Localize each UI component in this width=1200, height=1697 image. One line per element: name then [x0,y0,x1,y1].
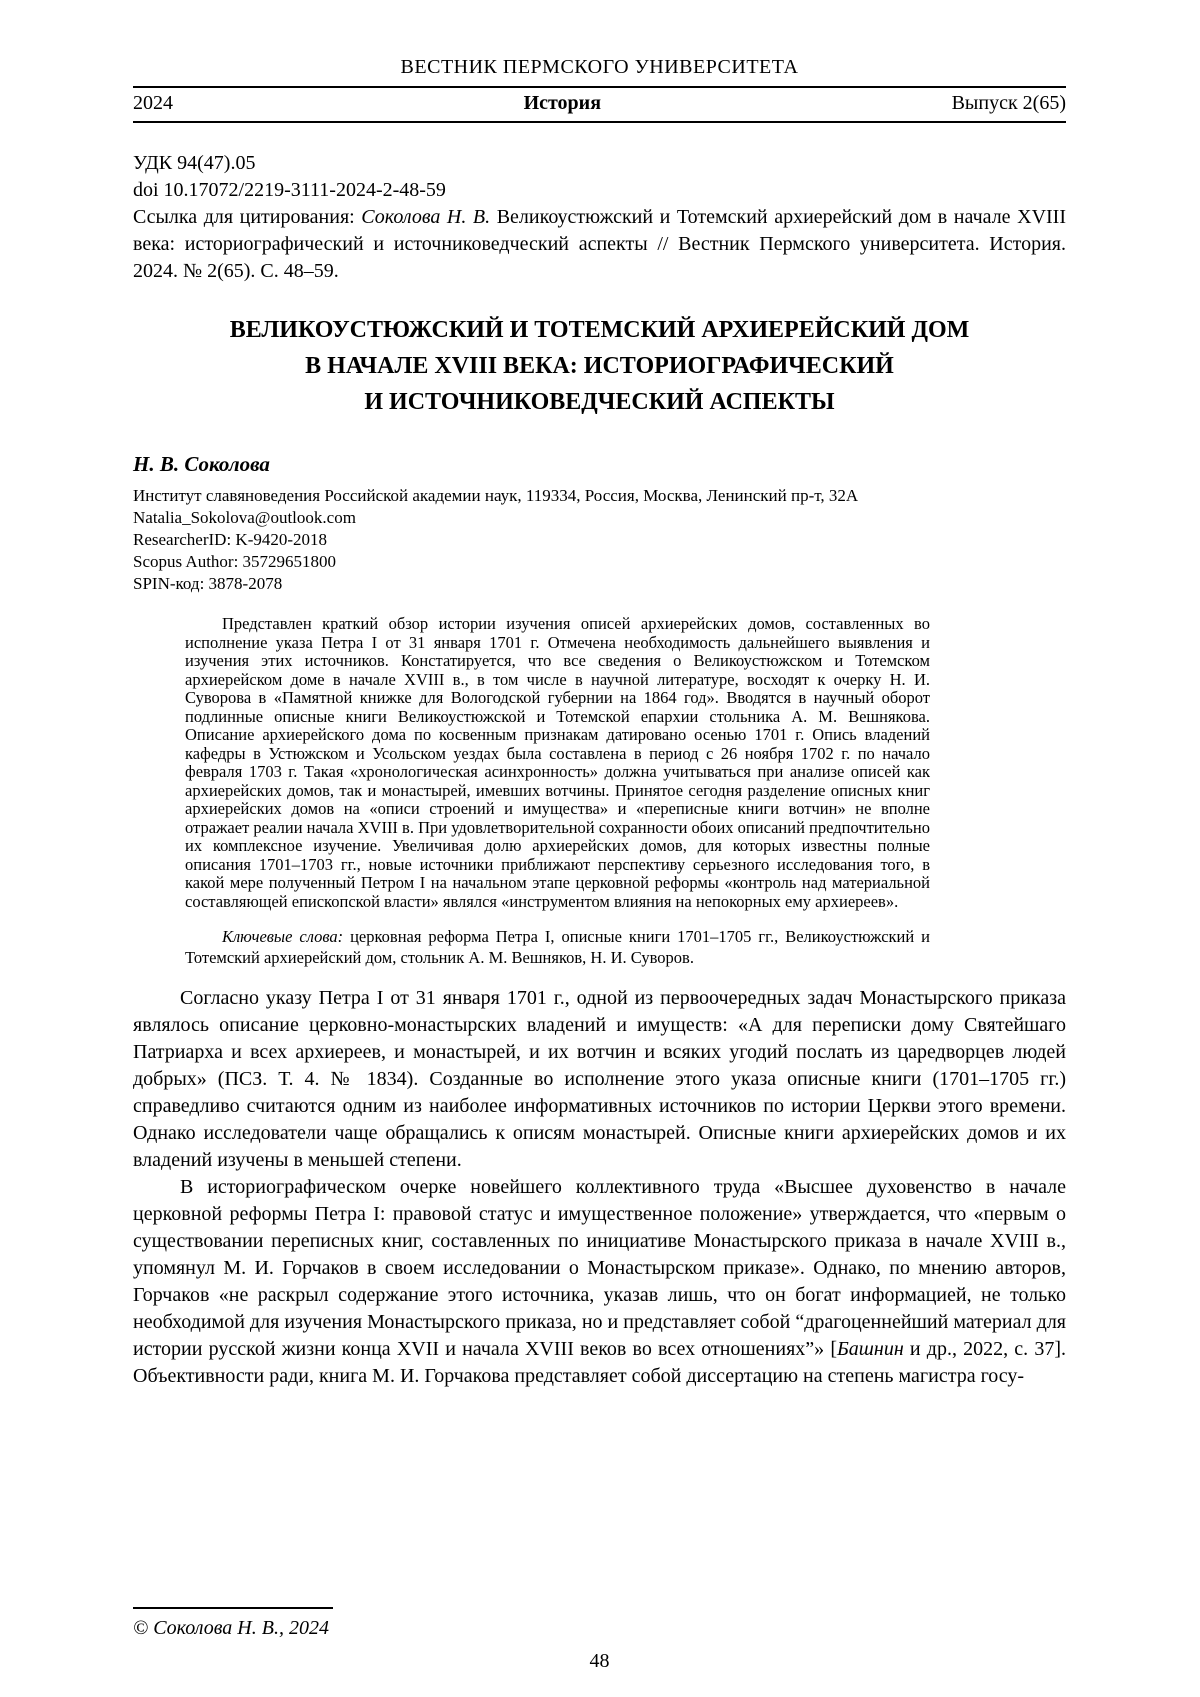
journal-header [133,56,1066,123]
article-title [133,312,1066,420]
page-number: 48 [589,1650,610,1672]
body-paragraph-2-reference-author: Башнин [837,1338,904,1360]
doi-line: doi 10.17072/2219-3111-2024-2-48-59 [133,179,446,201]
page-footer [133,1607,1066,1673]
author-email: Natalia_Sokolova@outlook.com [133,508,356,527]
citation-line [133,204,1066,285]
body-paragraph-2-continuation: и др., 2022, с. 37]. Объективности ради, книга М. И. Горчакова представляет собой диссертацию на степень магистра госу- [133,1338,1066,1387]
researcher-id: ResearcherID: K-9420-2018 [133,530,328,549]
article-title-line-3: И ИСТОЧНИКОВЕДЧЕСКИЙ АСПЕКТЫ [364,389,835,415]
body-paragraph-2 [133,1174,1066,1390]
udk-line: УДК 94(47).05 [133,152,256,174]
footer-rule [133,1607,333,1609]
body-paragraph-1: Согласно указу Петра I от 31 января 1701 г., одной из первоочередных задач Монастырского приказа являлось описание церковно-монастырских владений и имуществ: «А для переписки дому Святейшаго Патриарха и всех архиереев, и монастырей, и их вотчин и всяких угодий послать из царедворцев людей добрых» (ПСЗ. Т. 4. № 1834). Созданные во исполнение этого указа описные книги (1701–1705 гг.) справедливо считаются одним из наиболее информативных источников по истории Церкви этого времени. Однако исследователи чаще обращались к описям монастырей. Описные книги архиерейских домов и их владений изучены в меньшей степени. [133,987,1066,1171]
author-name: Н. В. Соколова [133,452,270,476]
author-affiliation-block [133,485,1066,595]
journal-section: История [523,92,602,114]
copyright-notice: © Соколова Н. В., 2024 [133,1617,329,1639]
citation-text: Великоустюжский и Тотемский архиерейский дом в начале XVIII века: историографический и источниковедческий аспекты // Вестник Пермского университета. История. 2024. № 2(65). С. 48–59. [133,206,1066,282]
citation-author: Соколова Н. В. [361,206,491,228]
header-rule-bottom [133,121,1066,123]
article-body [133,985,1066,1390]
article-meta [133,150,1066,285]
affiliation-line: Институт славяноведения Российской академии наук, 119334, Россия, Москва, Ленинский пр-т, 32А [133,486,859,505]
journal-info-row [133,88,1066,121]
spin-code: SPIN-код: 3878-2078 [133,574,283,593]
abstract-text: Представлен краткий обзор истории изучения описей архиерейских домов, составленных во исполнение указа Петра I от 31 января 1701 г. Отмечена необходимость дальнейшего выявления и изучения этих источников. Констатируется, что все сведения о Великоустюжском и Тотемском архиерейском доме в начале XVIII в., в том числе в научной литературе, восходят к очерку Н. И. Суворова в «Памятной книжке для Вологодской губернии на 1864 год». Вводятся в научный оборот подлинные описные книги Великоустюжской и Тотемской епархии стольника А. М. Вешнякова. Описание архиерейского дома по косвенным признакам датировано осенью 1701 г. Опись владений кафедры в Устюжском и Усольском уездах была составлена в период с 26 ноября 1702 г. по начало февраля 1703 г. Такая «хронологическая асинхронность» должна учитываться при анализе описей как архиерейских домов, так и монастырей, имевших вотчины. Принятое сегодня разделение описных книг архиерейских домов на «описи строений и имущества» и «переписные книги вотчин» не вполне отражает реалии начала XVIII в. При удовлетворительной сохранности обоих описаний предпочтительно их комплексное изучение. Увеличивая долю архиерейских домов, для которых известны полные описания 1701–1703 гг., новые источники приближают перспективу серьезного исследования того, в какой мере полученный Петром I на начальном этапе церковной реформы «контроль над материальной составляющей епископской власти» являлся «инструментом влияния на непокорных ему архиереев». [185,614,930,911]
keywords-text: церковная реформа Петра I, описные книги 1701–1705 гг., Великоустюжский и Тотемский архиерейский дом, стольник А. М. Вешняков, Н. И. Суворов. [185,927,930,967]
keywords-label: Ключевые слова: [222,927,344,946]
article-title-line-2: В НАЧАЛЕ XVIII ВЕКА: ИСТОРИОГРАФИЧЕСКИЙ [305,353,894,379]
journal-title: ВЕСТНИК ПЕРМСКОГО УНИВЕРСИТЕТА [400,56,799,78]
journal-issue: Выпуск 2(65) [951,92,1066,114]
body-paragraph-2-text: В историографическом очерке новейшего коллективного труда «Высшее духовенство в начале церковной реформы Петра I: правовой статус и имущественное положение» утверждается, что «первым о существовании переписных книг, составленных по инициативе Монастырского приказа в начале XVIII в., упомянул М. И. Горчаков в своем исследовании о Монастырском приказе». Однако, по мнению авторов, Горчаков «не раскрыл содержание этого источника, указав лишь, что он богат информацией, не только необходимой для изучения Монастырского приказа, но и представляет собой “драгоценнейший материал для истории русской жизни конца XVII и начала XVIII веков во всех отношениях”» [ [133,1176,1066,1360]
journal-year: 2024 [133,92,173,114]
article-title-line-1: ВЕЛИКОУСТЮЖСКИЙ И ТОТЕМСКИЙ АРХИЕРЕЙСКИЙ ДОМ [229,317,970,343]
scopus-id: Scopus Author: 35729651800 [133,552,337,571]
citation-label: Ссылка для цитирования: [133,206,362,228]
keywords-block [185,926,930,968]
